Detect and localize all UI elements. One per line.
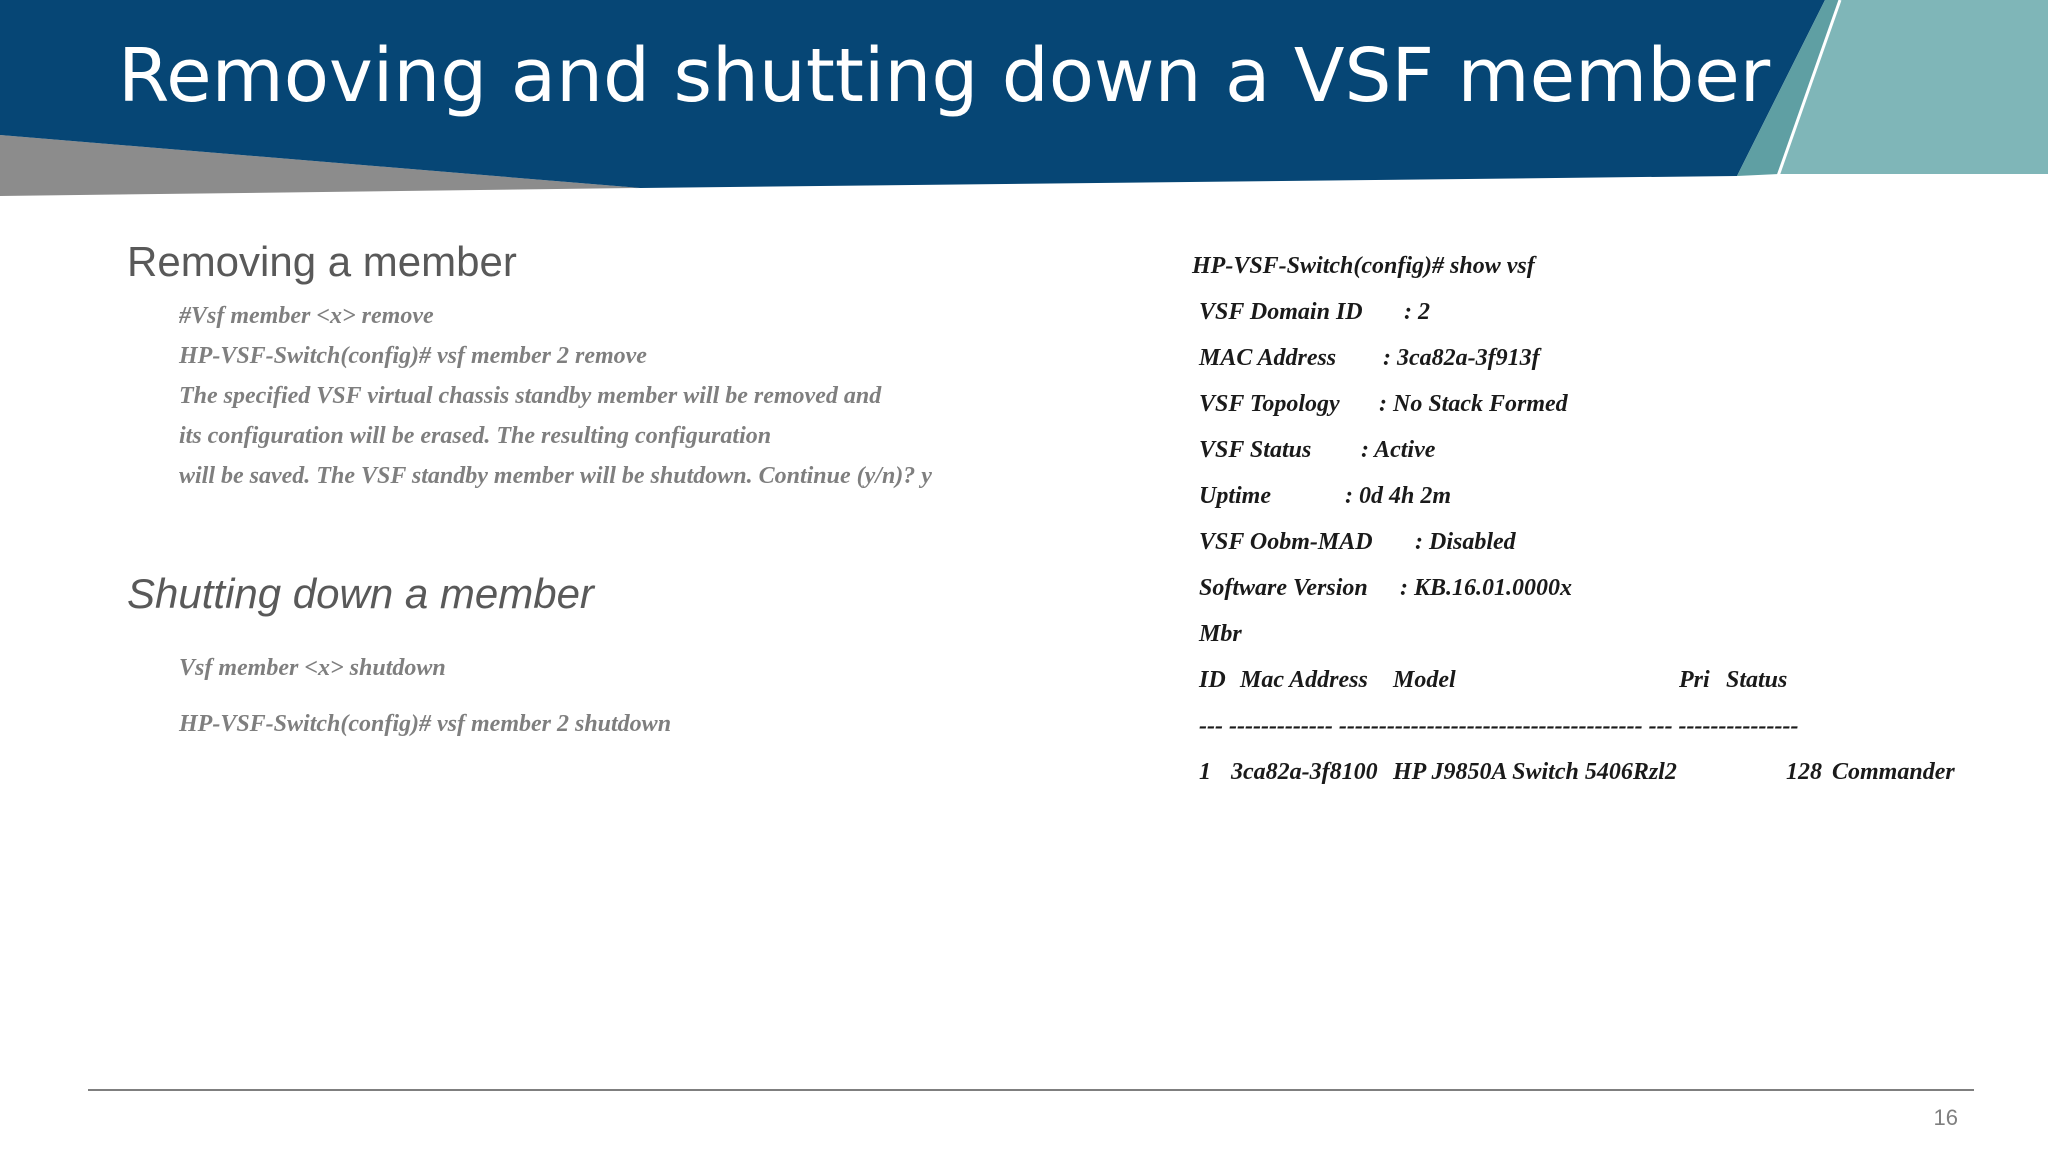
page-number: 16: [1933, 1105, 1958, 1130]
remove-command-lines: [179, 296, 932, 496]
field-value: : KB.16.01.0000x: [1400, 575, 1573, 601]
footer-divider: [88, 1089, 1974, 1091]
column-header: Model: [1393, 667, 1456, 693]
member-mac: 3ca82a-3f8100: [1231, 759, 1378, 785]
field-value: : No Stack Formed: [1379, 391, 1568, 417]
field-value: : Active: [1361, 437, 1436, 463]
vsf-field-row: [1199, 476, 1899, 516]
field-label: Software Version: [1199, 575, 1368, 601]
vsf-field-row: [1199, 292, 1899, 332]
field-label: VSF Status: [1199, 437, 1312, 463]
field-value: : 2: [1404, 299, 1430, 325]
field-value: : 3ca82a-3f913f: [1383, 345, 1540, 371]
column-header: Pri: [1679, 667, 1710, 693]
vsf-field-row: [1199, 522, 1899, 562]
vsf-field-row: [1199, 568, 1899, 608]
shutting-down-member-heading: Shutting down a member: [127, 570, 594, 617]
remove-line: will be saved. The VSF standby member will be shutdown. Continue (y/n)? y: [179, 463, 932, 489]
vsf-field-row: [1199, 338, 1899, 378]
member-model: HP J9850A Switch 5406Rzl2: [1393, 759, 1677, 785]
removing-member-heading: Removing a member: [127, 238, 517, 285]
field-label: MAC Address: [1199, 345, 1337, 371]
remove-line: HP-VSF-Switch(config)# vsf member 2 remove: [179, 343, 647, 369]
slide-title: Removing and shutting down a VSF member: [118, 33, 1771, 119]
field-label: VSF Oobm-MAD: [1199, 529, 1373, 555]
member-status: Commander: [1832, 759, 1955, 785]
column-header: ID: [1199, 667, 1226, 693]
column-header: Status: [1726, 667, 1788, 693]
vsf-field-row: [1199, 384, 1899, 424]
shutdown-command-lines: [179, 648, 671, 760]
member-priority: 128: [1786, 759, 1822, 785]
member-table-title: Mbr: [1199, 621, 1242, 647]
remove-line: The specified VSF virtual chassis standby member will be removed and: [179, 383, 882, 409]
member-table-header: [1199, 660, 1979, 700]
show-vsf-command: HP-VSF-Switch(config)# show vsf: [1192, 253, 1535, 279]
field-label: VSF Topology: [1199, 391, 1340, 417]
shutdown-line: HP-VSF-Switch(config)# vsf member 2 shutdown: [179, 711, 672, 737]
remove-line: #Vsf member <x> remove: [179, 303, 434, 329]
field-label: Uptime: [1199, 483, 1271, 509]
field-label: VSF Domain ID: [1199, 299, 1363, 325]
shutdown-line: Vsf member <x> shutdown: [179, 655, 446, 681]
table-row: [1199, 752, 1979, 792]
remove-line: its configuration will be erased. The resulting configuration: [179, 423, 772, 449]
field-value: : 0d 4h 2m: [1345, 483, 1452, 509]
member-table-separator: --- ------------- -------------------------------------- --- ---------------: [1199, 713, 1799, 739]
column-header: Mac Address: [1240, 667, 1368, 693]
field-value: : Disabled: [1415, 529, 1516, 555]
member-id: 1: [1199, 759, 1211, 785]
vsf-field-row: [1199, 430, 1899, 470]
